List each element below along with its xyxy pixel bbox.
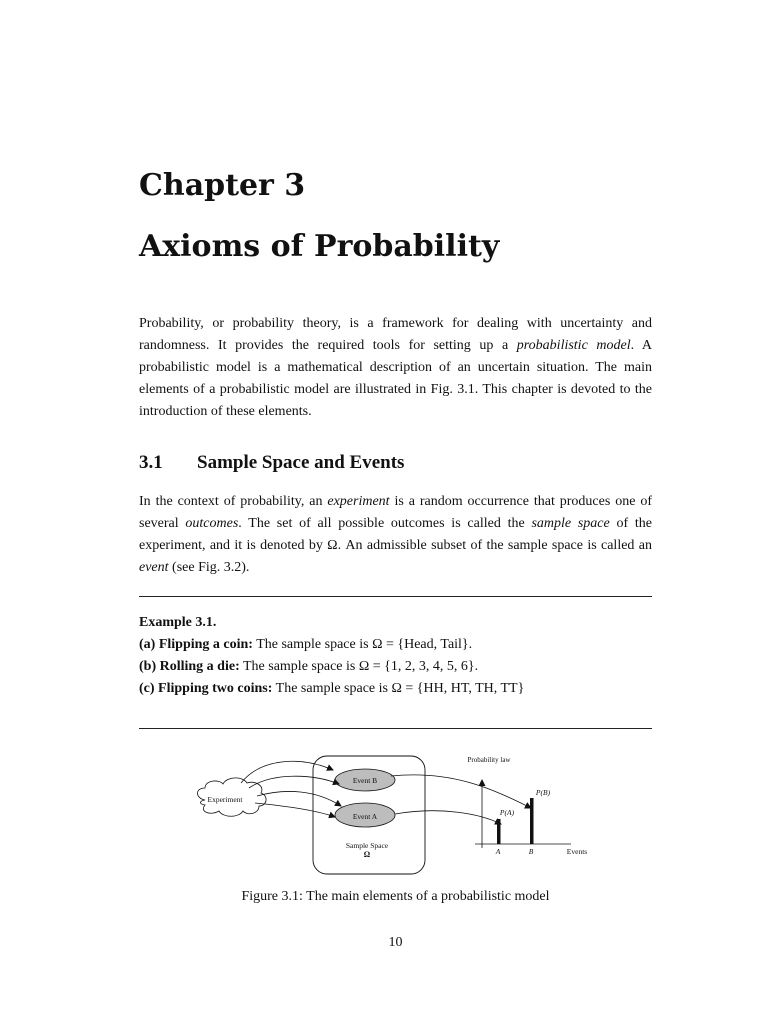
- page-number: 10: [388, 935, 403, 950]
- section-text-2: is a random occurrence that produces one of several: [139, 494, 652, 531]
- event-b-label: Event B: [352, 776, 378, 785]
- example-title: Example 3.1.: [139, 615, 217, 630]
- section-heading: [139, 452, 404, 474]
- figure-caption: Figure 3.1: The main elements of a probabilistic model: [241, 889, 550, 904]
- figure-probabilistic-model: [191, 748, 611, 878]
- example-item-text: The sample space is Ω = {HH, HT, TH, TT}: [272, 681, 525, 696]
- chapter-title: Axioms of Probability: [139, 229, 500, 264]
- intro-text-1: Probability, or probability theory, is a framework for dealing with uncertainty and randomness. It provides the required tools for setting up a: [139, 316, 652, 353]
- experiment-label: Experiment: [207, 795, 243, 804]
- example-item-text: The sample space is Ω = {Head, Tail}.: [252, 637, 473, 652]
- events-axis-label: Events: [566, 847, 588, 856]
- example-item-a: [139, 634, 652, 656]
- example-bottom-rule: [139, 728, 652, 729]
- example-item-c: [139, 678, 652, 700]
- sample-space-label: Sample Space: [345, 841, 389, 850]
- emphasis-outcomes: outcomes: [185, 516, 239, 531]
- emphasis-experiment: experiment: [327, 494, 390, 509]
- example-item-b: [139, 656, 652, 678]
- figure-diagram: [191, 748, 611, 878]
- section-text-3: . The set of all possible outcomes is called the: [238, 516, 532, 531]
- example-box: [139, 612, 652, 700]
- a-tick-label: A: [495, 847, 501, 856]
- emphasis-sample-space: sample space: [531, 516, 610, 531]
- chapter-label: Chapter 3: [139, 168, 306, 203]
- section-number: 3.1: [139, 452, 163, 473]
- example-item-label: (c) Flipping two coins:: [139, 681, 273, 696]
- pb-label: P(B): [535, 788, 551, 797]
- section-title: Sample Space and Events: [197, 452, 405, 473]
- example-top-rule: [139, 596, 652, 597]
- section-text-4: of the experiment, and it is denoted by Ω. An admissible subset of the sample space is called an: [139, 516, 652, 553]
- example-item-label: (b) Rolling a die:: [139, 659, 240, 674]
- omega-label: Ω: [363, 850, 371, 859]
- example-item-text: The sample space is Ω = {1, 2, 3, 4, 5, 6}.: [239, 659, 479, 674]
- probability-law-label: Probability law: [467, 756, 511, 764]
- arrow-experiment-3: [257, 791, 341, 806]
- b-tick-label: B: [528, 847, 534, 856]
- arrow-experiment-4: [255, 803, 335, 817]
- arrow-experiment-1: [241, 761, 333, 783]
- bar-p-a: [497, 819, 501, 844]
- intro-text-2: . A probabilistic model is a mathematical description of an uncertain situation. The main elements of a probabilistic model are illustrated in Fig. 3.1. This chapter is devoted to the introduction of these elements.: [139, 338, 653, 419]
- pa-label: P(A): [499, 808, 515, 817]
- intro-emphasis-probabilistic-model: probabilistic model: [516, 338, 631, 353]
- section-paragraph: [139, 491, 652, 579]
- emphasis-event: event: [139, 560, 169, 575]
- section-text-5: (see Fig. 3.2).: [168, 560, 250, 575]
- arrow-experiment-2: [249, 776, 339, 788]
- example-item-label: (a) Flipping a coin:: [139, 637, 253, 652]
- event-a-label: Event A: [352, 812, 378, 821]
- section-text-1: In the context of probability, an: [139, 494, 328, 509]
- arrow-probability-a: [395, 811, 501, 824]
- bar-p-b: [530, 798, 534, 844]
- intro-paragraph: [139, 313, 652, 423]
- arrow-probability-b: [391, 775, 531, 808]
